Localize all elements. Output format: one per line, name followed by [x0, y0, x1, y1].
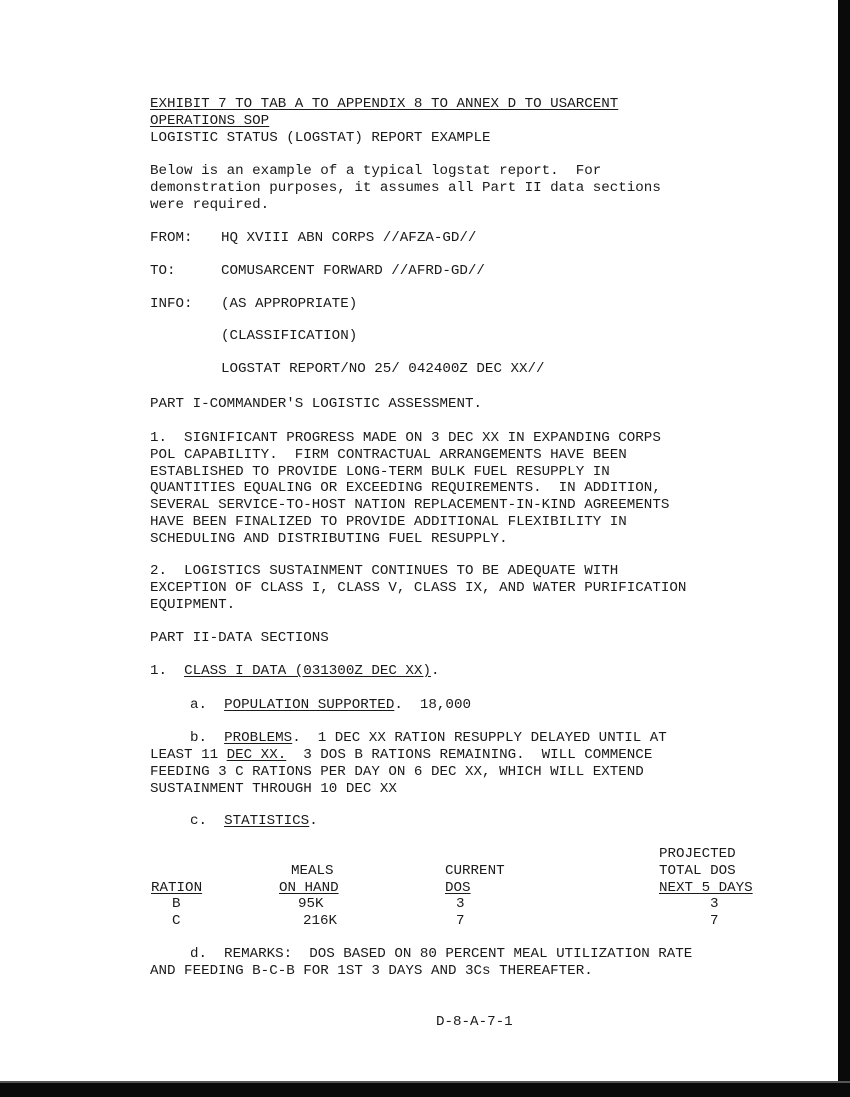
info-value: (AS APPROPRIATE)	[221, 296, 358, 312]
exhibit-title-line2: OPERATIONS SOP	[150, 112, 270, 129]
exhibit-title-line3: LOGISTIC STATUS (LOGSTAT) REPORT EXAMPLE	[150, 129, 491, 146]
report-id-line: LOGSTAT REPORT/NO 25/ 042400Z DEC XX//	[221, 361, 545, 377]
para1-line: HAVE BEEN FINALIZED TO PROVIDE ADDITIONAL FLEXIBILITY IN	[150, 513, 627, 530]
classification-line: (CLASSIFICATION)	[221, 328, 358, 344]
header-total-dos: TOTAL DOS	[659, 863, 736, 879]
exhibit-title-line1: EXHIBIT 7 TO TAB A TO APPENDIX 8 TO ANNEX D TO USARCENT	[150, 96, 619, 112]
section-b-line2-pre: LEAST 11	[150, 747, 227, 763]
to-value: COMUSARCENT FORWARD //AFRD-GD//	[221, 263, 485, 279]
to-label: TO:	[150, 263, 176, 279]
section-b-line4: SUSTAINMENT THROUGH 10 DEC XX	[150, 780, 397, 797]
section-1-period: .	[430, 663, 440, 679]
header-current: CURRENT	[445, 863, 505, 879]
section-c-period: .	[309, 813, 318, 829]
from-line	[150, 230, 193, 247]
cell-ration: C	[172, 913, 181, 929]
para1-line: ESTABLISHED TO PROVIDE LONG-TERM BULK FUEL RESUPPLY IN	[150, 463, 610, 480]
section-b-text: . 1 DEC XX RATION RESUPPLY DELAYED UNTIL AT	[292, 730, 667, 746]
para2-line: EXCEPTION OF CLASS I, CLASS V, CLASS IX, AND WATER PURIFICATION	[150, 579, 687, 596]
intro-line: demonstration purposes, it assumes all Part II data sections	[150, 179, 661, 196]
intro-line: Below is an example of a typical logstat report. For	[150, 163, 602, 179]
section-1-title: CLASS I DATA (031300Z DEC XX)	[184, 663, 431, 679]
section-a	[190, 697, 471, 714]
paragraph-1	[150, 430, 669, 548]
para2-line: 2. LOGISTICS SUSTAINMENT CONTINUES TO BE ADEQUATE WITH	[150, 563, 619, 579]
section-b-line3: FEEDING 3 C RATIONS PER DAY ON 6 DEC XX, WHICH WILL EXTEND	[150, 763, 644, 780]
part2-title: PART II-DATA SECTIONS	[150, 630, 329, 646]
cell-ration: B	[172, 896, 181, 912]
section-a-value: . 18,000	[394, 697, 471, 713]
scan-bottom-border	[0, 1083, 850, 1097]
header-next-5-days: NEXT 5 DAYS	[659, 880, 753, 896]
section-b-number: b.	[190, 730, 208, 746]
section-b-line2-underlined: DEC XX.	[226, 747, 287, 763]
info-label: INFO:	[150, 296, 193, 312]
para1-line: SCHEDULING AND DISTRIBUTING FUEL RESUPPLY.	[150, 530, 508, 547]
section-1-number: 1.	[150, 663, 168, 679]
header-on-hand: ON HAND	[279, 880, 339, 896]
scan-right-border	[838, 0, 850, 1097]
intro-paragraph	[150, 163, 661, 213]
cell-dos: 3	[456, 896, 465, 912]
section-c-number: c.	[190, 813, 208, 829]
section-c	[190, 813, 318, 830]
part1-title: PART I-COMMANDER'S LOGISTIC ASSESSMENT.	[150, 396, 483, 412]
cell-projected: 3	[710, 896, 719, 912]
header-ration: RATION	[151, 880, 203, 896]
cell-projected: 7	[710, 913, 719, 929]
cell-dos: 7	[456, 913, 465, 929]
from-label: FROM:	[150, 230, 193, 246]
section-c-title: STATISTICS	[224, 813, 310, 829]
section-a-title: POPULATION SUPPORTED	[224, 697, 395, 713]
from-value: HQ XVIII ABN CORPS //AFZA-GD//	[221, 230, 477, 246]
section-a-number: a.	[190, 697, 208, 713]
section-d-line1: d. REMARKS: DOS BASED ON 80 PERCENT MEAL UTILIZATION RATE	[190, 946, 693, 962]
section-1-heading	[150, 663, 439, 680]
para1-line: SEVERAL SERVICE-TO-HOST NATION REPLACEMENT-IN-KIND AGREEMENTS	[150, 497, 670, 514]
exhibit-title	[150, 96, 618, 146]
cell-meals: 95K	[298, 896, 324, 912]
header-dos: DOS	[445, 880, 471, 896]
paragraph-2	[150, 563, 686, 613]
intro-line: were required.	[150, 196, 270, 213]
header-projected: PROJECTED	[659, 846, 736, 862]
cell-meals: 216K	[303, 913, 338, 929]
para1-line: QUANTITIES EQUALING OR EXCEEDING REQUIREMENTS. IN ADDITION,	[150, 480, 661, 497]
para1-line: 1. SIGNIFICANT PROGRESS MADE ON 3 DEC XX IN EXPANDING CORPS	[150, 430, 661, 446]
section-b-title: PROBLEMS	[224, 730, 293, 746]
para1-line: POL CAPABILITY. FIRM CONTRACTUAL ARRANGEMENTS HAVE BEEN	[150, 446, 627, 463]
section-b-line1	[190, 730, 667, 747]
header-meals: MEALS	[291, 863, 334, 879]
para2-line: EQUIPMENT.	[150, 596, 236, 613]
section-b-line2-post: 3 DOS B RATIONS REMAINING. WILL COMMENCE	[286, 747, 653, 763]
section-b-body	[150, 747, 652, 797]
section-d-line2: AND FEEDING B-C-B FOR 1ST 3 DAYS AND 3Cs THEREAFTER.	[150, 963, 593, 979]
page-number: D-8-A-7-1	[436, 1014, 513, 1030]
